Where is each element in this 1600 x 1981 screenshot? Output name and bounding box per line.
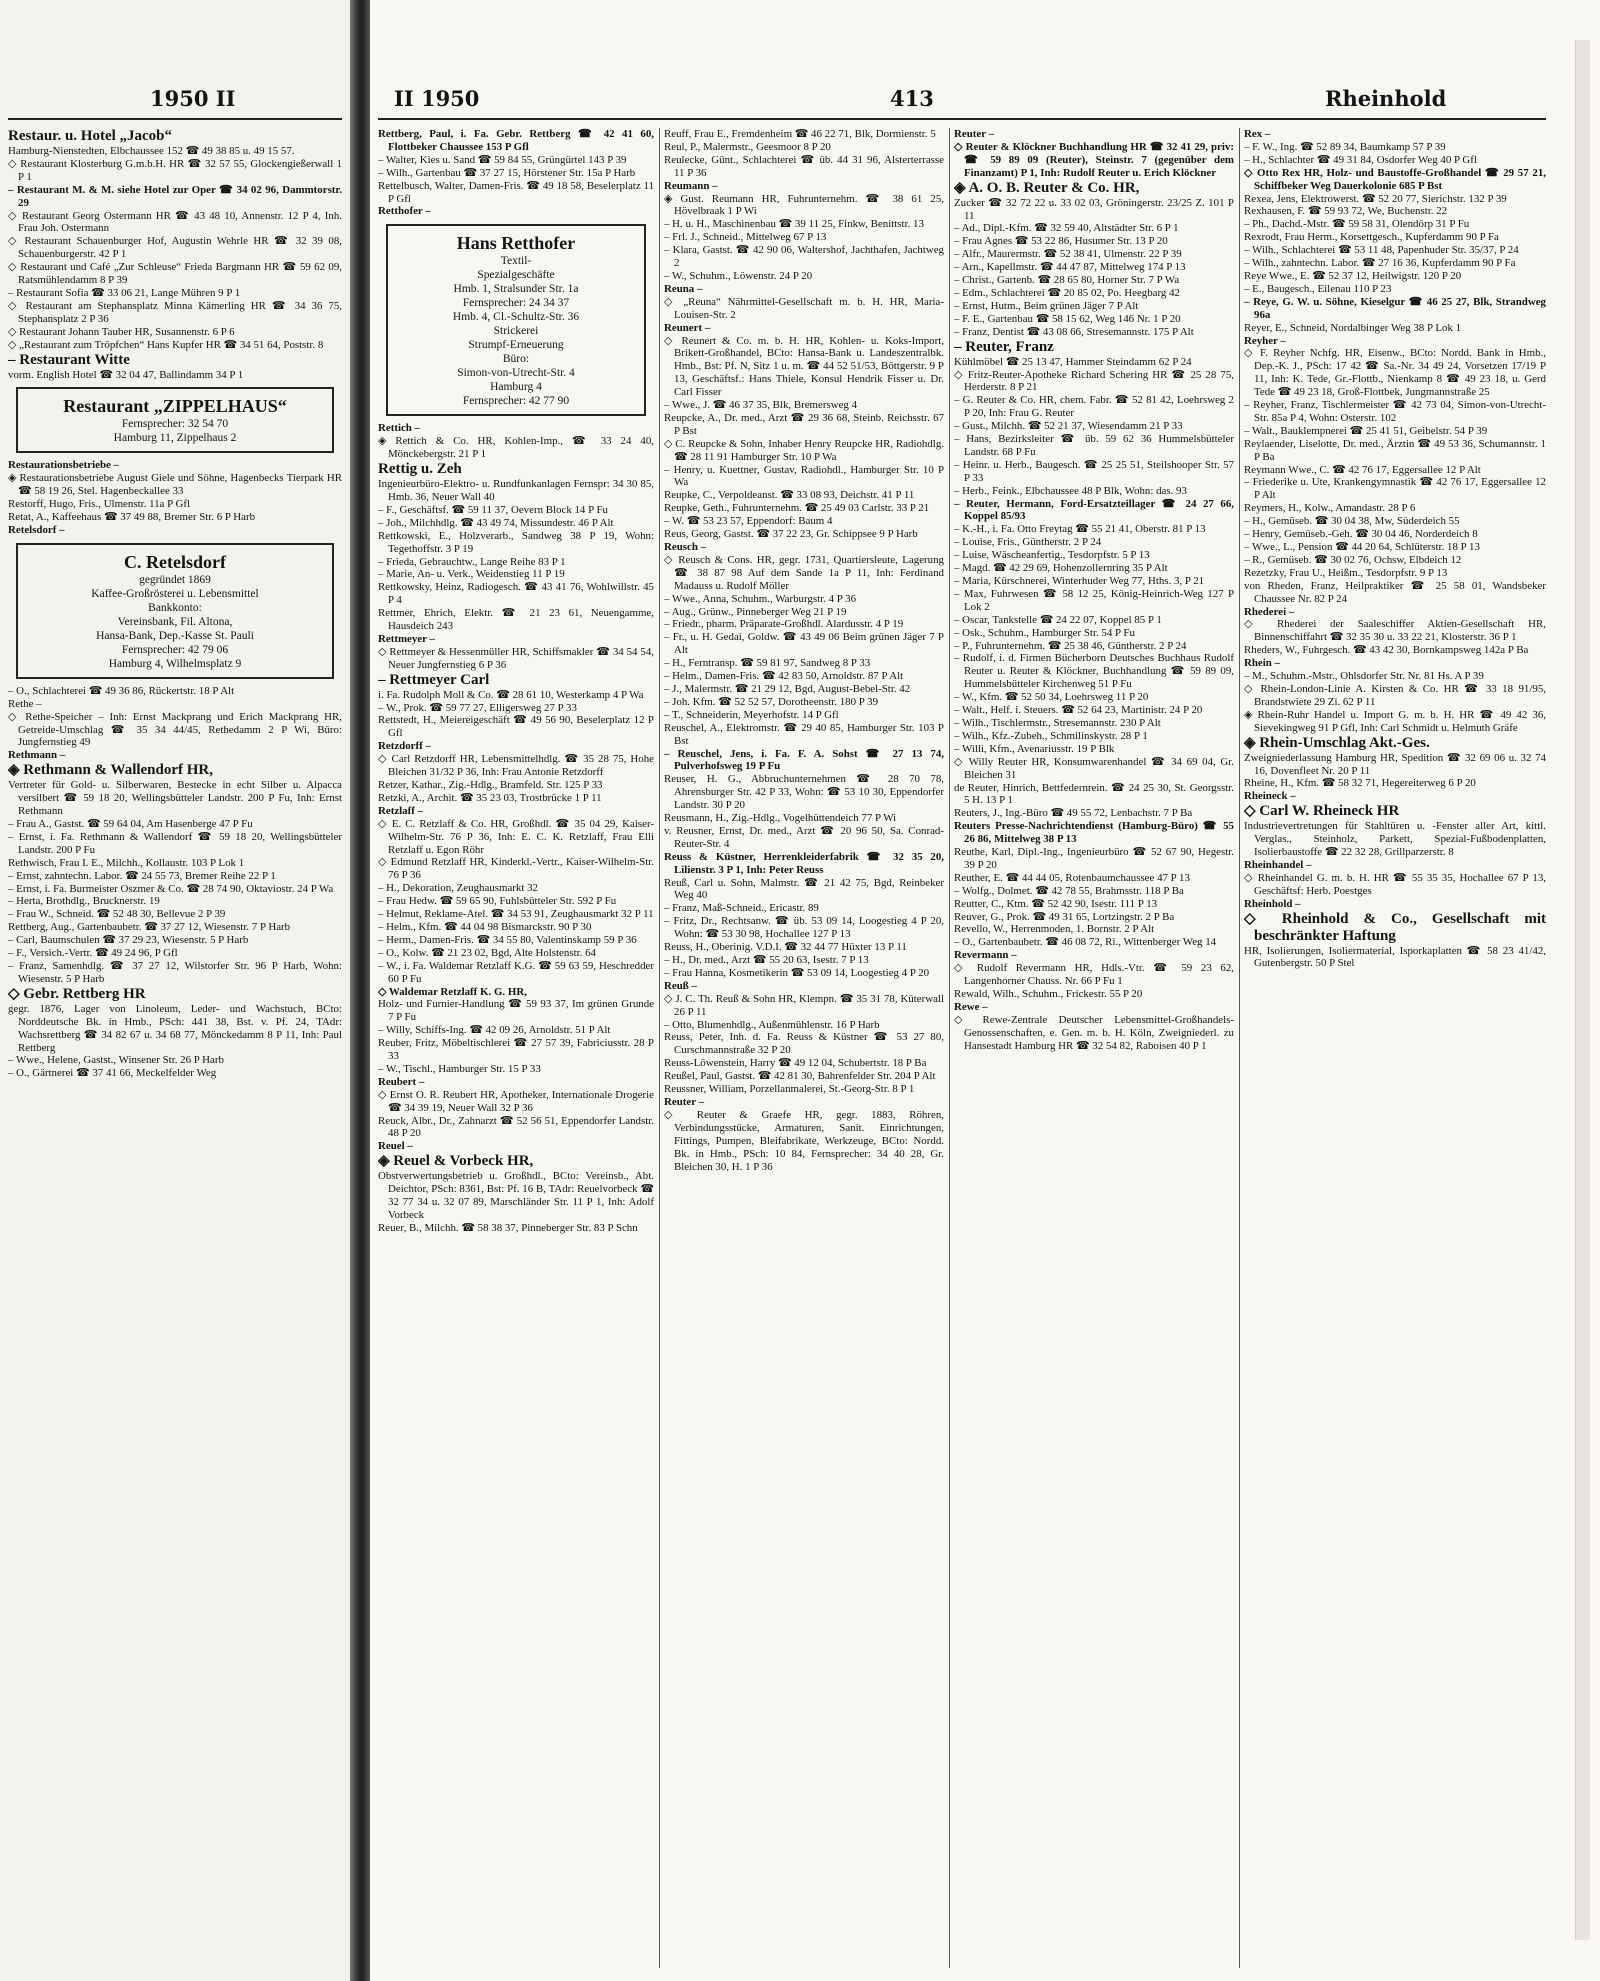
directory-entry: – G. Reuter & Co. HR, chem. Fabr. ☎ 52 81 42, Loehrsweg 2 P 20, Inh: Frau G. Reuter	[954, 394, 1234, 420]
directory-entry: Reuss, H., Oberinig. V.D.I. ☎ 32 44 77 Hüxter 13 P 11	[664, 941, 907, 954]
directory-entry: – O., Gärtnerei ☎ 37 41 66, Meckelfelder Weg	[8, 1067, 217, 1080]
directory-entry: – Reyher, Franz, Tischlermeister ☎ 42 73 04, Simon-von-Utrecht-Str. 85a P 4, Wohn: Osterstr. 102	[1244, 399, 1546, 424]
directory-entry: Rettkowsky, Heinz, Radiogesch. ☎ 43 41 76, Wohlwillstr. 45 P 4	[378, 581, 654, 607]
directory-entry: Reuschel, A., Elektromstr. ☎ 29 40 85, Hamburger Str. 103 P Bst	[664, 721, 944, 747]
directory-entry: – Rudolf, i. d. Firmen Bücherborn Deutsches Buchhaus Rudolf Reuter u. Reuter & Klöckner, Buchhandlung ☎ 59 89 09, Hummelsbütteler Kirchenweg 51 P Fu	[954, 652, 1234, 691]
directory-entry: – Reye, G. W. u. Söhne, Kieselgur ☎ 46 25 27, Blk, Strandweg 96a	[1244, 295, 1546, 321]
directory-entry: – Gust., Milchh. ☎ 52 21 37, Wiesendamm 21 P 33	[954, 420, 1183, 433]
directory-entry: – Franz, Dentist ☎ 43 08 66, Stresemannstr. 175 P Alt	[954, 325, 1194, 338]
directory-entry: – W., Tischl., Hamburger Str. 15 P 33	[378, 1062, 541, 1075]
directory-entry: Rettmeyer –	[378, 632, 435, 645]
advertisement-box	[16, 543, 334, 679]
directory-entry: – Wolfg., Dolmet. ☎ 42 78 55, Brahmsstr. 118 P Ba	[954, 884, 1184, 897]
directory-entry: Retzki, A., Archit. ☎ 35 23 03, Trostbrücke 1 P 11	[378, 791, 602, 804]
directory-entry: Kühlmöbel ☎ 25 13 47, Hammer Steindamm 62 P 24	[954, 355, 1192, 368]
directory-entry: – Willy, Schiffs-Ing. ☎ 42 09 26, Arnoldstr. 51 P Alt	[378, 1024, 611, 1037]
advertisement-line: Hansa-Bank, Dep.-Kasse St. Pauli	[96, 629, 254, 642]
column-divider	[949, 128, 950, 1968]
right-page-header-left: II 1950	[394, 86, 480, 111]
directory-entry: – Wwe., Anna, Schuhm., Warburgstr. 4 P 36	[664, 592, 857, 605]
directory-entry: Restaur. u. Hotel „Jacob“	[8, 128, 173, 144]
directory-entry: Rex –	[1244, 128, 1271, 140]
directory-entry: – Franz, Samenhdlg. ☎ 37 27 12, Wilstorfer Str. 96 P Harb, Wohn: Wiesenstr. 5 P Harb	[8, 959, 342, 985]
advertisement-line: Hmb. 4, Cl.-Schultz-Str. 36	[452, 311, 580, 324]
directory-entry: – Louise, Fris., Güntherstr. 2 P 24	[954, 536, 1102, 549]
directory-entry: – Herta, Brothdlg., Brucknerstr. 19	[8, 895, 160, 908]
directory-entry: Reye Wwe., E. ☎ 52 37 12, Heilwigstr. 120 P 20	[1244, 269, 1462, 282]
directory-entry: Reumann –	[664, 179, 718, 192]
directory-entry: – Herm., Damen-Fris. ☎ 34 55 80, Valentinskamp 59 P 36	[378, 933, 637, 946]
directory-entry: Rheine, H., Kfm. ☎ 58 32 71, Hegereiterweg 6 P 20	[1244, 777, 1476, 790]
directory-entry: Retzer, Kathar., Zig.-Hdlg., Bramfeld. Str. 125 P 33	[378, 779, 603, 791]
advertisement-line: gegründet 1869	[139, 573, 211, 586]
directory-entry: – M., Schuhm.-Mstr., Ohlsdorfer Str. Nr. 81 Hs. A P 39	[1244, 670, 1484, 683]
right-column-3	[954, 128, 1234, 1968]
directory-entry: Retelsdorf –	[8, 523, 65, 536]
advertisement-line: Spezialgeschäfte	[477, 269, 555, 282]
directory-entry: ◇ Rhederei der Saaleschiffer Aktien-Gesellschaft HR, Binnenschiffahrt ☎ 32 35 30 u. 33 22 21, Klosterstr. 36 P 1	[1244, 618, 1546, 644]
book-gutter	[350, 0, 370, 1981]
directory-entry: – Henry, u. Kuettner, Gustav, Radiohdl., Hamburger Str. 10 P Wa	[664, 463, 944, 489]
directory-entry: ◇ Rheinhandel G. m. b. H. HR ☎ 55 35 35, Hochallee 67 P 13, Geschäftsf: Herb. Poestges	[1244, 871, 1546, 897]
directory-entry: Reymers, H., Kolw., Amandastr. 28 P 6	[1244, 502, 1416, 515]
directory-entry: Rettstedt, H., Meiereigeschäft ☎ 49 56 90, Beselerplatz 12 P Gfl	[378, 714, 654, 740]
directory-entry: – Henry, Gemüseb.-Geh. ☎ 30 04 46, Norderdeich 8	[1244, 528, 1478, 541]
directory-entry: Retthofer –	[378, 205, 431, 218]
directory-entry: – Restaurant M. & M. siehe Hotel zur Oper ☎ 34 02 96, Dammtorstr. 29	[8, 183, 342, 209]
directory-entry: ◇ Restaurant und Café „Zur Schleuse“ Frieda Bargmann HR ☎ 59 62 09, Ratsmühlendamm 8 P 39	[8, 261, 342, 287]
directory-entry: v. Reusner, Ernst, Dr. med., Arzt ☎ 20 96 50, Sa. Conrad-Reuter-Str. 4	[664, 824, 944, 850]
directory-entry: – Wilh., Kfz.-Zubeh., Schmilinskystr. 28 P 1	[954, 729, 1148, 742]
directory-entry: Holz- und Furnier-Handlung ☎ 59 93 37, Im grünen Grunde 7 P Fu	[378, 998, 654, 1024]
directory-entry: – W., Kfm. ☎ 52 50 34, Loehrsweg 11 P 20	[954, 691, 1149, 704]
directory-entry: ◈ Reuel & Vorbeck HR,	[378, 1153, 534, 1170]
directory-entry: de Reuter, Hinrich, Bettfedernrein. ☎ 24 25 30, St. Georgsstr. 5 H. 13 P 1	[954, 781, 1234, 807]
directory-entry: ◇ Restaurant Georg Ostermann HR ☎ 43 48 10, Annenstr. 12 P 4, Inh. Frau Joh. Ostermann	[8, 209, 342, 235]
directory-entry: – Frau Hedw. ☎ 59 65 90, Fuhlsbütteler Str. 592 P Fu	[378, 895, 617, 908]
directory-entry: ◇ Rethe-Speicher – Inh: Ernst Mackprang und Erich Mackprang HR, Getreide-Umschlag ☎ 35 34 44/45, Rethedamm 2 P Wi, Büro: Jungfernstieg 49	[8, 710, 342, 749]
directory-entry: Retzlaff –	[378, 804, 424, 817]
directory-entry: – Frieda, Gebrauchtw., Lange Reihe 83 P 1	[378, 555, 566, 568]
directory-entry: Reuser, H. G., Abbruchunternehmen ☎ 28 70 78, Ahrensburger Str. 42 P 33, Wohn: ☎ 53 10 30, Eppendorfer Landstr. 30 P 20	[664, 773, 944, 812]
directory-entry: Zucker ☎ 32 72 22 u. 33 02 03, Gröningerstr. 23/25 Z. 101 P 11	[954, 196, 1234, 222]
column-divider	[1239, 128, 1240, 1968]
directory-entry: Reuss, Peter, Inh. d. Fa. Reuss & Küstner ☎ 53 27 80, Curschmannstraße 32 P 20	[664, 1031, 944, 1057]
directory-entry: Reunert –	[664, 321, 711, 334]
directory-entry: – Helm., Damen-Fris. ☎ 42 83 50, Arnoldstr. 87 P Alt	[664, 670, 904, 683]
directory-entry: Reuver, G., Prok. ☎ 49 31 65, Lortzingstr. 2 P Ba	[954, 910, 1175, 923]
directory-entry: – Luise, Wäscheanfertig., Tesdorpfstr. 5 P 13	[954, 549, 1150, 562]
directory-entry: – Walter, Kies u. Sand ☎ 59 84 55, Grüngürtel 143 P 39	[378, 153, 627, 166]
directory-entry: ◇ Restaurant Johann Tauber HR, Susannenstr. 6 P 6	[8, 325, 235, 338]
directory-entry: Reupke, Geth., Fuhrunternehm. ☎ 25 49 03 Carlstr. 33 P 21	[664, 502, 930, 515]
directory-entry: – Restaurant Sofia ☎ 33 06 21, Lange Mühren 9 P 1	[8, 286, 241, 299]
directory-entry: ◇ Rheinhold & Co., Gesellschaft mit beschränkter Haftung	[1244, 910, 1546, 944]
directory-entry: – H., Ferntransp. ☎ 59 81 97, Sandweg 8 P 33	[664, 657, 871, 670]
directory-entry: Reuel –	[378, 1140, 413, 1153]
advertisement-box	[386, 224, 646, 416]
directory-entry: Reymann Wwe., C. ☎ 42 76 17, Eggersallee 12 P Alt	[1244, 463, 1481, 476]
directory-entry: – Wilh., Schlachterei ☎ 53 11 48, Papenhuder Str. 35/37, P 24	[1244, 244, 1519, 257]
advertisement-line: Hamburg 4	[490, 381, 542, 394]
directory-entry: – Maria, Kürschnerei, Winterhuder Weg 77, Hths. 3, P 21	[954, 575, 1205, 587]
right-header-rule	[378, 118, 1546, 120]
directory-entry: – Ernst, Hutm., Beim grünen Jäger 7 P Alt	[954, 299, 1139, 312]
directory-entry: – Helmut, Reklame-Atel. ☎ 34 53 91, Zeughausmarkt 32 P 11	[378, 908, 654, 921]
directory-entry: Ingenieurbüro-Elektro- u. Rundfunkanlagen Fernspr: 34 30 85, Hmb. 36, Neuer Wall 40	[378, 478, 654, 503]
directory-entry: – Wwe., Helene, Gastst., Winsener Str. 26 P Harb	[8, 1054, 224, 1067]
directory-entry: ◈ A. O. B. Reuter & Co. HR,	[954, 179, 1140, 196]
directory-entry: – H., Dr. med., Arzt ☎ 55 20 63, Isestr. 7 P 13	[664, 954, 869, 966]
directory-entry: – Wilh., Gartenbau ☎ 37 27 15, Hörstener Str. 15a P Harb	[378, 166, 636, 179]
directory-entry: Zweigniederlassung Hamburg HR, Spedition ☎ 32 69 06 u. 32 74 16, Dovenfleet Nr. 20 P 11	[1244, 751, 1546, 777]
directory-entry: ◇ Reusch & Cons. HR, gegr. 1731, Quartiersleute, Lagerung ☎ 38 87 98 Auf dem Sande 1a P 11, Inh: Ferdinand Madauss u. Rudolf Möller	[664, 553, 944, 592]
directory-entry: ◇ Rewe-Zentrale Deutscher Lebensmittel-Großhandels-Genossenschaften, e. Gen. m. b. H. Köln, Zweigniederl. zu Hansestadt Hamburg HR ☎ 32 54 82, Raboisen 40 P 1	[954, 1013, 1234, 1052]
directory-entry: Rezetzky, Frau U., Heißm., Tesdorpfstr. 9 P 13	[1244, 566, 1448, 579]
directory-entry: Reuter –	[664, 1095, 705, 1108]
directory-entry: ◇ Edmund Retzlaff HR, Kinderkl.-Vertr., Kaiser-Wilhelm-Str. 76 P 36	[378, 856, 654, 882]
directory-entry: Rewe –	[954, 1000, 988, 1013]
directory-entry: ◇ Reuter & Klöckner Buchhandlung HR ☎ 32 41 29, priv: ☎ 59 89 09 (Reuter), Steinstr. 7 (gegenüber dem Finanzamt) P 1, Inh: Rudolf Reuter u. Erich Klöckner	[954, 140, 1234, 179]
directory-entry: vorm. English Hotel ☎ 32 04 47, Ballindamm 34 P 1	[8, 368, 244, 381]
directory-entry: – Wwe., J. ☎ 46 37 35, Blk, Bremersweg 4	[664, 399, 858, 412]
directory-entry: – F., Versich.-Vertr. ☎ 49 24 96, P Gfl	[8, 947, 178, 960]
directory-entry: – Otto, Blumenhdlg., Außenmühlenstr. 16 P Harb	[664, 1018, 880, 1031]
directory-entry: Rettmer, Ehrich, Elektr. ☎ 21 23 61, Neuengamme, Hausdeich 243	[378, 607, 654, 633]
advertisement-box	[16, 387, 334, 453]
directory-entry: i. Fa. Rudolph Moll & Co. ☎ 28 61 10, Westerkamp 4 P Wa	[378, 688, 644, 701]
directory-entry: – Frl. J., Schneid., Mittelweg 67 P 13	[664, 231, 827, 244]
directory-entry: – Heinr. u. Herb., Baugesch. ☎ 25 25 51, Steilshooper Str. 57 P 33	[954, 458, 1234, 484]
directory-entry: Rettich –	[378, 422, 421, 435]
directory-entry: Reuters, J., Ing.-Büro ☎ 49 55 72, Lenbachstr. 7 P Ba	[954, 807, 1193, 820]
directory-entry: – Carl, Baumschulen ☎ 37 29 23, Wiesenstr. 5 P Harb	[8, 934, 249, 947]
directory-entry: ◇ E. C. Retzlaff & Co. HR, Großhdl. ☎ 35 04 29, Kaiser-Wilhelm-Str. 76 P 36, Inh: E. C. K. Retzlaff, Frau Elli Retzlaff u. Egon Röhr	[378, 817, 654, 856]
left-page-column	[8, 128, 342, 1968]
advertisement-line: Büro:	[502, 353, 530, 366]
directory-entry: Rexhausen, F. ☎ 59 93 72, We, Buchenstr. 22	[1244, 205, 1448, 218]
left-page-header: 1950 II	[150, 86, 236, 111]
directory-entry: Reylaender, Liselotte, Dr. med., Ärztin ☎ 49 53 36, Schumannstr. 1 P Ba	[1244, 437, 1546, 463]
advertisement-line: Fernsprecher: 42 77 90	[462, 395, 570, 408]
directory-entry: – Joh., Milchhdlg. ☎ 43 49 74, Missundestr. 46 P Alt	[378, 516, 614, 529]
directory-entry: – Restaurant Witte	[8, 351, 130, 368]
directory-entry: Reubert –	[378, 1075, 425, 1088]
directory-entry: Reuss & Küstner, Herrenkleiderfabrik ☎ 32 35 20, Lilienstr. 3 P 1, Inh: Peter Reuss	[664, 850, 944, 876]
directory-entry: – Oscar, Tankstelle ☎ 24 22 07, Koppel 85 P 1	[954, 613, 1162, 626]
directory-entry: – Fritz, Dr., Rechtsanw. ☎ üb. 53 09 14, Loogestieg 4 P 20, Wohn: ☎ 53 30 98, Hochallee 127 P 13	[664, 915, 944, 941]
directory-entry: – Max, Fuhrwesen ☎ 58 12 25, König-Heinrich-Weg 127 P Lok 2	[954, 587, 1234, 613]
directory-entry: Reuber, Fritz, Möbeltischlerei ☎ 27 57 39, Fabriciusstr. 28 P 33	[378, 1037, 654, 1063]
directory-entry: – F. W., Ing. ☎ 52 89 34, Baumkamp 57 P 39	[1244, 140, 1446, 153]
page-edge-band	[1575, 40, 1590, 1940]
right-column-1	[378, 128, 654, 1968]
directory-entry: Rexrodt, Frau Herm., Korsettgesch., Kupferdamm 90 P Fa	[1244, 231, 1499, 244]
directory-entry: – H., Gemüseb. ☎ 30 04 38, Mw, Süderdeich 55	[1244, 515, 1460, 528]
directory-entry: – P., Fuhrunternehm. ☎ 25 38 46, Güntherstr. 2 P 24	[954, 639, 1187, 652]
directory-entry: ◇ Carl Retzdorff HR, Lebensmittelhdlg. ☎ 35 28 75, Hohe Bleichen 31/32 P 36, Inh: Frau Antonie Retzdorff	[378, 753, 654, 779]
directory-entry: – Wilh., Tischlermstr., Stresemannstr. 230 P Alt	[954, 716, 1161, 729]
advertisement-line: Fernsprecher: 42 79 06	[121, 643, 229, 656]
directory-entry: – Magd. ☎ 42 29 69, Hohenzollernring 35 P Alt	[954, 562, 1168, 575]
directory-entry: – Ernst, i. Fa. Burmeister Oszmer & Co. ☎ 28 74 90, Oktaviostr. 24 P Wa	[8, 882, 334, 895]
directory-entry: ◇ Waldemar Retzlaff K. G. HR,	[378, 985, 527, 998]
advertisement-line: Fernsprecher: 32 54 70	[121, 418, 229, 431]
directory-entry: – O., Gartenbaubetr. ☎ 46 08 72, Ri., Wittenberger Weg 14	[954, 936, 1217, 949]
directory-entry: Reyer, E., Schneid, Nordalbinger Weg 38 P Lok 1	[1244, 321, 1462, 334]
directory-entry: Rettelbusch, Walter, Damen-Fris. ☎ 49 18 58, Beselerplatz 11 P Gfl	[378, 179, 654, 205]
directory-entry: – Wilh., zahntechn. Labor. ☎ 27 16 36, Kupferdamm 90 P Fa	[1244, 257, 1516, 270]
directory-entry: Reussner, William, Porzellanmalerei, St.-Georg-Str. 8 P 1	[664, 1083, 915, 1096]
directory-entry: Reusch –	[664, 541, 707, 553]
advertisement-line: Simon-von-Utrecht-Str. 4	[457, 367, 575, 380]
directory-entry: – Ernst, zahntechn. Labor. ☎ 24 55 73, Bremer Reihe 22 P 1	[8, 869, 276, 882]
directory-entry: Rhederei –	[1244, 605, 1295, 618]
advertisement-title: C. Retelsdorf	[124, 551, 226, 572]
directory-entry: Reutter, C., Ktm. ☎ 52 42 90, Isestr. 111 P 13	[954, 897, 1158, 910]
directory-entry: ◇ „Reuna“ Nährmittel-Gesellschaft m. b. H. HR, Maria-Louisen-Str. 2	[664, 295, 944, 321]
directory-entry: Reuters Presse-Nachrichtendienst (Hamburg-Büro) ☎ 55 26 86, Mittelweg 38 P 13	[954, 820, 1234, 846]
directory-entry: Rheders, W., Fuhrgesch. ☎ 43 42 30, Bornkampsweg 142a P Ba	[1244, 644, 1529, 657]
directory-entry: Reuther, E. ☎ 44 44 05, Rotenbaumchaussee 47 P 13	[954, 871, 1190, 884]
directory-entry: – O., Kolw. ☎ 21 23 02, Bgd, Alte Holstenstr. 64	[378, 946, 596, 959]
directory-entry: – Marie, An- u. Verk., Weidenstieg 11 P 19	[378, 568, 565, 581]
directory-entry: Revello, W., Herrenmoden, 1. Bornstr. 2 P Alt	[954, 923, 1155, 936]
advertisement-line: Textil-	[500, 255, 532, 268]
directory-entry: ◇ Fritz-Reuter-Apotheke Richard Schering HR ☎ 25 28 75, Herderstr. 8 P 21	[954, 368, 1234, 394]
directory-entry: – T., Schneiderin, Meyerhofstr. 14 P Gfl	[664, 708, 839, 721]
directory-entry: – H. u. H., Maschinenbau ☎ 39 11 25, Finkw, Benittstr. 13	[664, 218, 924, 231]
directory-entry: – J., Malermstr. ☎ 21 29 12, Bgd, August-Bebel-Str. 42	[664, 682, 911, 695]
directory-entry: ◇ Reunert & Co. m. b. H. HR, Kohlen- u. Koks-Import, Brikett-Großhandel, BCto: Hansa-Bank u. Landeszentralbk. Hmb., Bst: Pf. N, Sitz 1 u. m. ☎ 44 52 51/53, Böttgerstr. 9 P 13, Geschäftsf.: Hans Thiele, Konsul Hendrik Fisser u. Dr. Carl Fisser	[664, 334, 944, 399]
directory-entry: – Walt., Helf. i. Steuers. ☎ 52 64 23, Martinistr. 24 P 20	[954, 704, 1203, 717]
directory-entry: Reuß, Carl u. Sohn, Malmstr. ☎ 21 42 75, Bgd, Reinbeker Weg 40	[664, 876, 944, 902]
right-column-2	[664, 128, 944, 1968]
directory-entry: – E., Baugesch., Eilenau 110 P 23	[1244, 282, 1392, 295]
directory-entry: Vertreter für Gold- u. Silberwaren, Bestecke in echt Silber u. Alpacca versilbert ☎ 59 18 20, Wellingsbütteler Landstr. 200 P Fu, Inh: Ernst Rethmann	[8, 779, 342, 818]
directory-entry: – W., Prok. ☎ 59 77 27, Elligersweg 27 P 33	[378, 701, 577, 714]
directory-entry: – Frau A., Gastst. ☎ 59 64 04, Am Hasenberge 47 P Fu	[8, 818, 253, 830]
directory-entry: Restaurationsbetriebe –	[8, 459, 120, 472]
directory-entry: Restorff, Hugo, Fris., Ulmenstr. 11a P Gfl	[8, 498, 191, 511]
directory-entry: Retzdorff –	[378, 740, 431, 753]
column-divider	[659, 128, 660, 1968]
directory-entry: Rettig u. Zeh	[378, 461, 462, 478]
directory-entry: – R., Gemüseb. ☎ 30 02 76, Ochsw, Elbdeich 12	[1244, 553, 1462, 566]
directory-entry: Reuthe, Karl, Dipl.-Ing., Ingenieurbüro ☎ 52 67 90, Hegestr. 39 P 20	[954, 846, 1234, 871]
directory-entry: Rheinhold –	[1244, 897, 1301, 910]
directory-entry: – O., Schlachterei ☎ 49 36 86, Rückertstr. 18 P Alt	[8, 684, 235, 697]
directory-entry: – Frau W., Schneid. ☎ 52 48 30, Bellevue 2 P 39	[8, 908, 226, 921]
directory-entry: – Friederike u. Ute, Krankengymnastik ☎ 42 76 17, Eggersallee 12 P Alt	[1244, 476, 1546, 502]
directory-entry: – Franz, Maß-Schneid., Ericastr. 89	[664, 902, 819, 915]
directory-entry: HR, Isolierungen, Isoliermaterial, Isporkaplatten ☎ 58 23 41/42, Gutenbergstr. 50 P Stel	[1244, 944, 1546, 970]
directory-entry: – Wwe., L., Pension ☎ 44 20 64, Schlüterstr. 18 P 13	[1244, 541, 1480, 553]
directory-entry: – Christ., Gartenb. ☎ 28 65 80, Horner Str. 7 P Wa	[954, 274, 1180, 287]
right-page	[370, 0, 1600, 1981]
directory-entry: – Willi, Kfm., Avenariusstr. 19 P Blk	[954, 742, 1115, 755]
directory-entry: Rettberg, Paul, i. Fa. Gebr. Rettberg ☎ 42 41 60, Flottbeker Chaussee 153 P Gfl	[378, 128, 654, 153]
directory-entry: ◈ Restaurationsbetriebe August Giele und Söhne, Hagenbecks Tierpark HR ☎ 58 19 26, Stel. Hagenbeckallee 33	[8, 472, 342, 498]
directory-entry: Reus, Georg, Gastst. ☎ 37 22 23, Gr. Schippsee 9 P Harb	[664, 528, 918, 541]
advertisement-line: Hamburg 4, Wilhelmsplatz 9	[108, 657, 242, 670]
directory-entry: – Walt., Bauklempnerei ☎ 25 41 51, Geibelstr. 54 P 39	[1244, 424, 1488, 437]
directory-entry: gegr. 1876, Lager von Linoleum, Leder- und Wachstuch, BCto: Norddeutsche Bk. in Hmb., PSch: 441 38, Bst. v. Pf. 24, TAdr: Wachsrettberg ☎ 34 82 67 u. 34 68 77, Mönckedamm 8 P 11, Inh: Paul Rettberg	[8, 1002, 342, 1054]
directory-entry: ◇ Restaurant Schauenburger Hof, Augustin Wehrle HR ☎ 32 39 08, Schauenburgerstr. 42 P 1	[8, 235, 342, 261]
directory-entry: – Frau Agnes ☎ 53 22 86, Husumer Str. 13 P 20	[954, 235, 1168, 248]
directory-entry: Reupke, C., Verpoldeanst. ☎ 33 08 93, Deichstr. 41 P 11	[664, 489, 915, 502]
directory-entry: Reuter –	[954, 128, 995, 140]
advertisement-line: Bankkonto:	[148, 601, 202, 614]
directory-entry: Retat, A., Kaffeehaus ☎ 37 49 88, Bremer Str. 6 P Harb	[8, 511, 256, 524]
advertisement-line: Vereinsbank, Fil. Altona,	[117, 615, 233, 628]
directory-entry: ◈ Rethmann & Wallendorf HR,	[8, 762, 214, 779]
directory-entry: ◇ Willy Reuter HR, Konsumwarenhandel ☎ 34 69 04, Gr. Bleichen 31	[954, 755, 1234, 781]
directory-entry: ◈ Gust. Reumann HR, Fuhrunternehm. ☎ 38 61 25, Hövelbraak 1 P Wi	[664, 192, 944, 218]
directory-entry: Reulecke, Günt., Schlachterei ☎ üb. 44 31 96, Alsterterrasse 11 P 36	[664, 153, 944, 179]
directory-entry: Reuna –	[664, 282, 703, 295]
directory-entry: Reupcke, A., Dr. med., Arzt ☎ 29 36 68, Steinb. Reichsstr. 67 P Bst	[664, 411, 944, 437]
directory-entry: – Fr., u. H. Gedai, Goldw. ☎ 43 49 06 Beim grünen Jäger 7 P Alt	[664, 631, 944, 657]
directory-entry: Reuß –	[664, 979, 697, 992]
directory-entry: – Ph., Dachd.-Mstr. ☎ 59 58 31, Olendörp 31 P Fu	[1244, 218, 1470, 231]
directory-entry: Reusmann, H., Zig.-Hdlg., Vogelhüttendeich 77 P Wi	[664, 812, 897, 825]
advertisement-title: Hans Retthofer	[456, 233, 576, 254]
directory-entry: ◇ Ernst O. R. Reubert HR, Apotheker, Internationale Drogerie ☎ 34 39 19, Neuer Wall 32 P 36	[378, 1088, 654, 1114]
directory-entry: – Edm., Schlachterei ☎ 20 85 02, Po. Heegbarg 42	[954, 286, 1180, 299]
directory-entry: Rheinhandel –	[1244, 858, 1312, 871]
directory-entry: ◇ Rettmeyer & Hessenmüller HR, Schiffsmakler ☎ 34 54 54, Neuer Jungfernstieg 6 P 36	[378, 645, 654, 671]
directory-entry: Rettberg, Aug., Gartenbaubetr. ☎ 37 27 12, Wiesenstr. 7 P Harb	[8, 921, 291, 934]
directory-entry: – Ernst, i. Fa. Rethmann & Wallendorf ☎ 59 18 20, Wellingsbütteler Landstr. 200 P Fu	[8, 830, 342, 856]
advertisement-line: Hamburg 11, Zippelhaus 2	[113, 432, 237, 445]
directory-entry: – Hans, Bezirksleiter ☎ üb. 59 62 36 Hummelsbütteler Landstr. 68 P Fu	[954, 433, 1234, 458]
directory-entry: Rhein –	[1244, 657, 1281, 670]
directory-entry: Revermann –	[954, 949, 1017, 962]
directory-entry: ◇ F. Reyher Nchfg. HR, Eisenw., BCto: Nordd. Bank in Hmb., Dep.-K. J., PSch: 17 42 ☎ Sa.-Nr. 34 49 24, Vorsetzen 17/19 P 11, Inh: K. Tede, Gr.-Flottb., Nienkamp 8 ☎ 49 23 18, u. Gerd Tede ☎ 49 23 18, Groß-Flottbek, Jungmannstraße 25	[1244, 347, 1546, 399]
directory-entry: ◇ C. Reupcke & Sohn, Inhaber Henry Reupcke HR, Radiohdlg. ☎ 28 11 91 Hamburger Str. 10 P Wa	[664, 437, 944, 463]
directory-entry: – F., Geschäftsf. ☎ 59 11 37, Oevern Block 14 P Fu	[378, 503, 608, 516]
directory-entry: Industrievertretungen für Stahltüren u. -Fenster aller Art, kittl. Verglas., Steinholz, Parkett, Spezial-Fußbodenplatten, Isolierbaustoffe ☎ 22 32 28, Grillparzerstr. 8	[1244, 820, 1546, 859]
directory-entry: – Reuschel, Jens, i. Fa. F. A. Sohst ☎ 27 13 74, Pulverhofsweg 19 P Fu	[664, 747, 944, 773]
left-header-rule	[8, 118, 342, 120]
directory-entry: Reuck, Albr., Dr., Zahnarzt ☎ 52 56 51, Eppendorfer Landstr. 48 P 20	[378, 1114, 654, 1140]
directory-entry: – Alfr., Maurermstr. ☎ 52 38 41, Ulmenstr. 22 P 39	[954, 248, 1182, 261]
advertisement-line: Strumpf-Erneuerung	[468, 339, 564, 352]
advertisement-line: Fernsprecher: 24 34 37	[462, 297, 570, 310]
directory-entry: ◇ Gebr. Rettberg HR	[8, 985, 146, 1002]
directory-entry: ◇ Rhein-London-Linie A. Kirsten & Co. HR ☎ 33 18 91/95, Brandstwiete 29 Zi. 62 P 11	[1244, 682, 1546, 708]
directory-entry: Obstverwertungsbetrieb u. Großhdl., BCto: Vereinsb., Abt. Deichtor, PSch: 8361, Bst: Pf. 16 B, TAdr: Reuelvorbeck ☎ 32 77 34 u. 32 07 89, Marschländer Str. 11 P 1, Inh: Adolf Vorbeck	[378, 1170, 654, 1221]
directory-entry: – Ad., Dipl.-Kfm. ☎ 32 59 40, Altstädter Str. 6 P 1	[954, 222, 1179, 235]
directory-entry: Reuer, B., Milchh. ☎ 58 38 37, Pinneberger Str. 83 P Schn	[378, 1221, 638, 1234]
directory-entry: von Rheden, Franz, Heilpraktiker ☎ 25 58 01, Wandsbeker Chaussee Nr. 82 P 24	[1244, 579, 1546, 605]
directory-entry: ◇ Restaurant Klosterburg G.m.b.H. HR ☎ 32 57 55, Glockengießerwall 1 P 1	[8, 157, 342, 183]
directory-entry: – Rettmeyer Carl	[378, 671, 490, 688]
directory-entry: – Herb., Feink., Elbchaussee 48 P Blk, Wohn: das. 93	[954, 484, 1187, 497]
directory-entry: – Friedr., pharm. Präparate-Großhdl. Alardusstr. 4 P 19	[664, 618, 904, 631]
directory-entry: ◈ Rhein-Ruhr Handel u. Import G. m. b. H. HR ☎ 49 42 36, Sievekingweg 91 P Gfl, Inh: Carl Schmidt u. Helmuth Gräfe	[1244, 708, 1546, 734]
directory-entry: Rewald, Wilh., Schuhm., Frickestr. 55 P 20	[954, 988, 1143, 1000]
running-head: Rheinhold	[1325, 86, 1447, 111]
directory-entry: Reuss-Löwenstein, Harry ☎ 49 12 04, Schubertstr. 18 P Ba	[664, 1057, 927, 1070]
directory-entry: ◇ Carl W. Rheineck HR	[1244, 803, 1400, 820]
advertisement-title: Restaurant „ZIPPELHAUS“	[63, 396, 287, 417]
directory-entry: – Reuter, Hermann, Ford-Ersatzteillager ☎ 24 27 66, Koppel 85/93	[954, 497, 1234, 523]
directory-entry: ◇ Restaurant am Stephansplatz Minna Kämerling HR ☎ 34 36 75, Stephansplatz 2 P 36	[8, 299, 342, 325]
directory-entry: – Helm., Kfm. ☎ 44 04 98 Bismarckstr. 90 P 30	[378, 920, 592, 933]
directory-entry: – W. ☎ 53 23 57, Eppendorf: Baum 4	[664, 515, 833, 528]
directory-entry: Reuff, Frau E., Fremdenheim ☎ 46 22 71, Blk, Dormienstr. 5	[664, 128, 936, 140]
directory-entry: – Reuter, Franz	[954, 338, 1054, 355]
directory-entry: – W., i. Fa. Waldemar Retzlaff K.G. ☎ 59 63 59, Heschredder 60 P Fu	[378, 959, 654, 985]
directory-entry: – Arn., Kapellmstr. ☎ 44 47 87, Mittelweg 174 P 13	[954, 261, 1186, 274]
directory-entry: ◇ Rudolf Revermann HR, Hdls.-Vtr. ☎ 59 23 62, Langenhorner Chauss. Nr. 66 P Fu 1	[954, 962, 1234, 988]
directory-entry: – Aug., Grünw., Pinneberger Weg 21 P 19	[664, 605, 847, 618]
directory-entry: Reußel, Paul, Gastst. ☎ 42 81 30, Bahrenfelder Str. 204 P Alt	[664, 1070, 936, 1083]
directory-entry: Rexea, Jens, Elektrowerst. ☎ 52 20 77, Sierichstr. 132 P 39	[1244, 192, 1507, 205]
directory-entry: – H., Dekoration, Zeughausmarkt 32	[378, 882, 538, 895]
directory-entry: ◈ Rettich & Co. HR, Kohlen-Imp., ☎ 33 24 40, Mönckebergstr. 21 P 1	[378, 435, 654, 461]
right-column-4	[1244, 128, 1546, 1968]
directory-entry: – Osk., Schuhm., Hamburger Str. 54 P Fu	[954, 626, 1135, 639]
directory-entry: Rethwisch, Frau I. E., Milchh., Kollaustr. 103 P Lok 1	[8, 856, 245, 869]
page-number: 413	[890, 86, 934, 111]
directory-entry: Hamburg-Nienstedten, Elbchaussee 152 ☎ 49 38 85 u. 49 15 57.	[8, 145, 295, 157]
directory-entry: – Klara, Gastst. ☎ 42 90 06, Waltershof, Jachthafen, Jachtweg 2	[664, 244, 944, 270]
directory-entry: ◇ J. C. Th. Reuß & Sohn HR, Klempn. ☎ 35 31 78, Küterwall 26 P 11	[664, 992, 944, 1018]
left-page	[0, 0, 350, 1981]
directory-entry: Reul, P., Malermstr., Geesmoor 8 P 20	[664, 140, 831, 153]
directory-entry: Rheineck –	[1244, 790, 1296, 803]
advertisement-line: Strickerei	[493, 325, 539, 338]
directory-entry: – K.-H., i. Fa. Otto Freytag ☎ 55 21 41, Oberstr. 81 P 13	[954, 523, 1206, 536]
directory-entry: ◇ Otto Rex HR, Holz- und Baustoffe-Großhandel ☎ 29 57 21, Schiffbeker Weg Dauerkolonie 685 P Bst	[1244, 166, 1546, 192]
directory-entry: Rethe –	[8, 697, 42, 710]
directory-entry: – Joh. Kfm. ☎ 52 52 57, Dorotheenstr. 180 P 39	[664, 695, 879, 708]
directory-entry: – F. E., Gartenbau ☎ 58 15 62, Weg 146 Nr. 1 P 20	[954, 312, 1181, 325]
directory-entry: – Frau Hanna, Kosmetikerin ☎ 53 09 14, Loogestieg 4 P 20	[664, 966, 930, 979]
directory-entry: ◇ „Restaurant zum Tröpfchen“ Hans Kupfer HR ☎ 34 51 64, Poststr. 8	[8, 338, 324, 351]
directory-entry: Rethmann –	[8, 749, 66, 762]
directory-entry: – W., Schuhm., Löwenstr. 24 P 20	[664, 269, 813, 282]
directory-entry: Reyher –	[1244, 334, 1286, 347]
directory-entry: Rettkowski, E., Holzverarb., Sandweg 38 P 19, Wohn: Tegethoffstr. 3 P 19	[378, 529, 654, 555]
directory-entry: ◈ Rhein-Umschlag Akt.-Ges.	[1244, 734, 1430, 751]
advertisement-line: Hmb. 1, Stralsunder Str. 1a	[453, 283, 579, 296]
advertisement-line: Kaffee-Großrösterei u. Lebensmittel	[91, 587, 259, 600]
directory-entry: ◇ Reuter & Graefe HR, gegr. 1883, Röhren, Verbindungsstücke, Armaturen, Sanit. Einrichtungen, Fittings, Pumpen, Bleifabrikate, Werkzeuge, BCto: Nordd. Bk. in Hmb., PSch: 10 84, Fernsprecher: 34 40 28, Gr. Bleichen 30, H. 1 P 36	[664, 1108, 944, 1173]
directory-entry: – H., Schlachter ☎ 49 31 84, Osdorfer Weg 40 P Gfl	[1244, 153, 1477, 166]
